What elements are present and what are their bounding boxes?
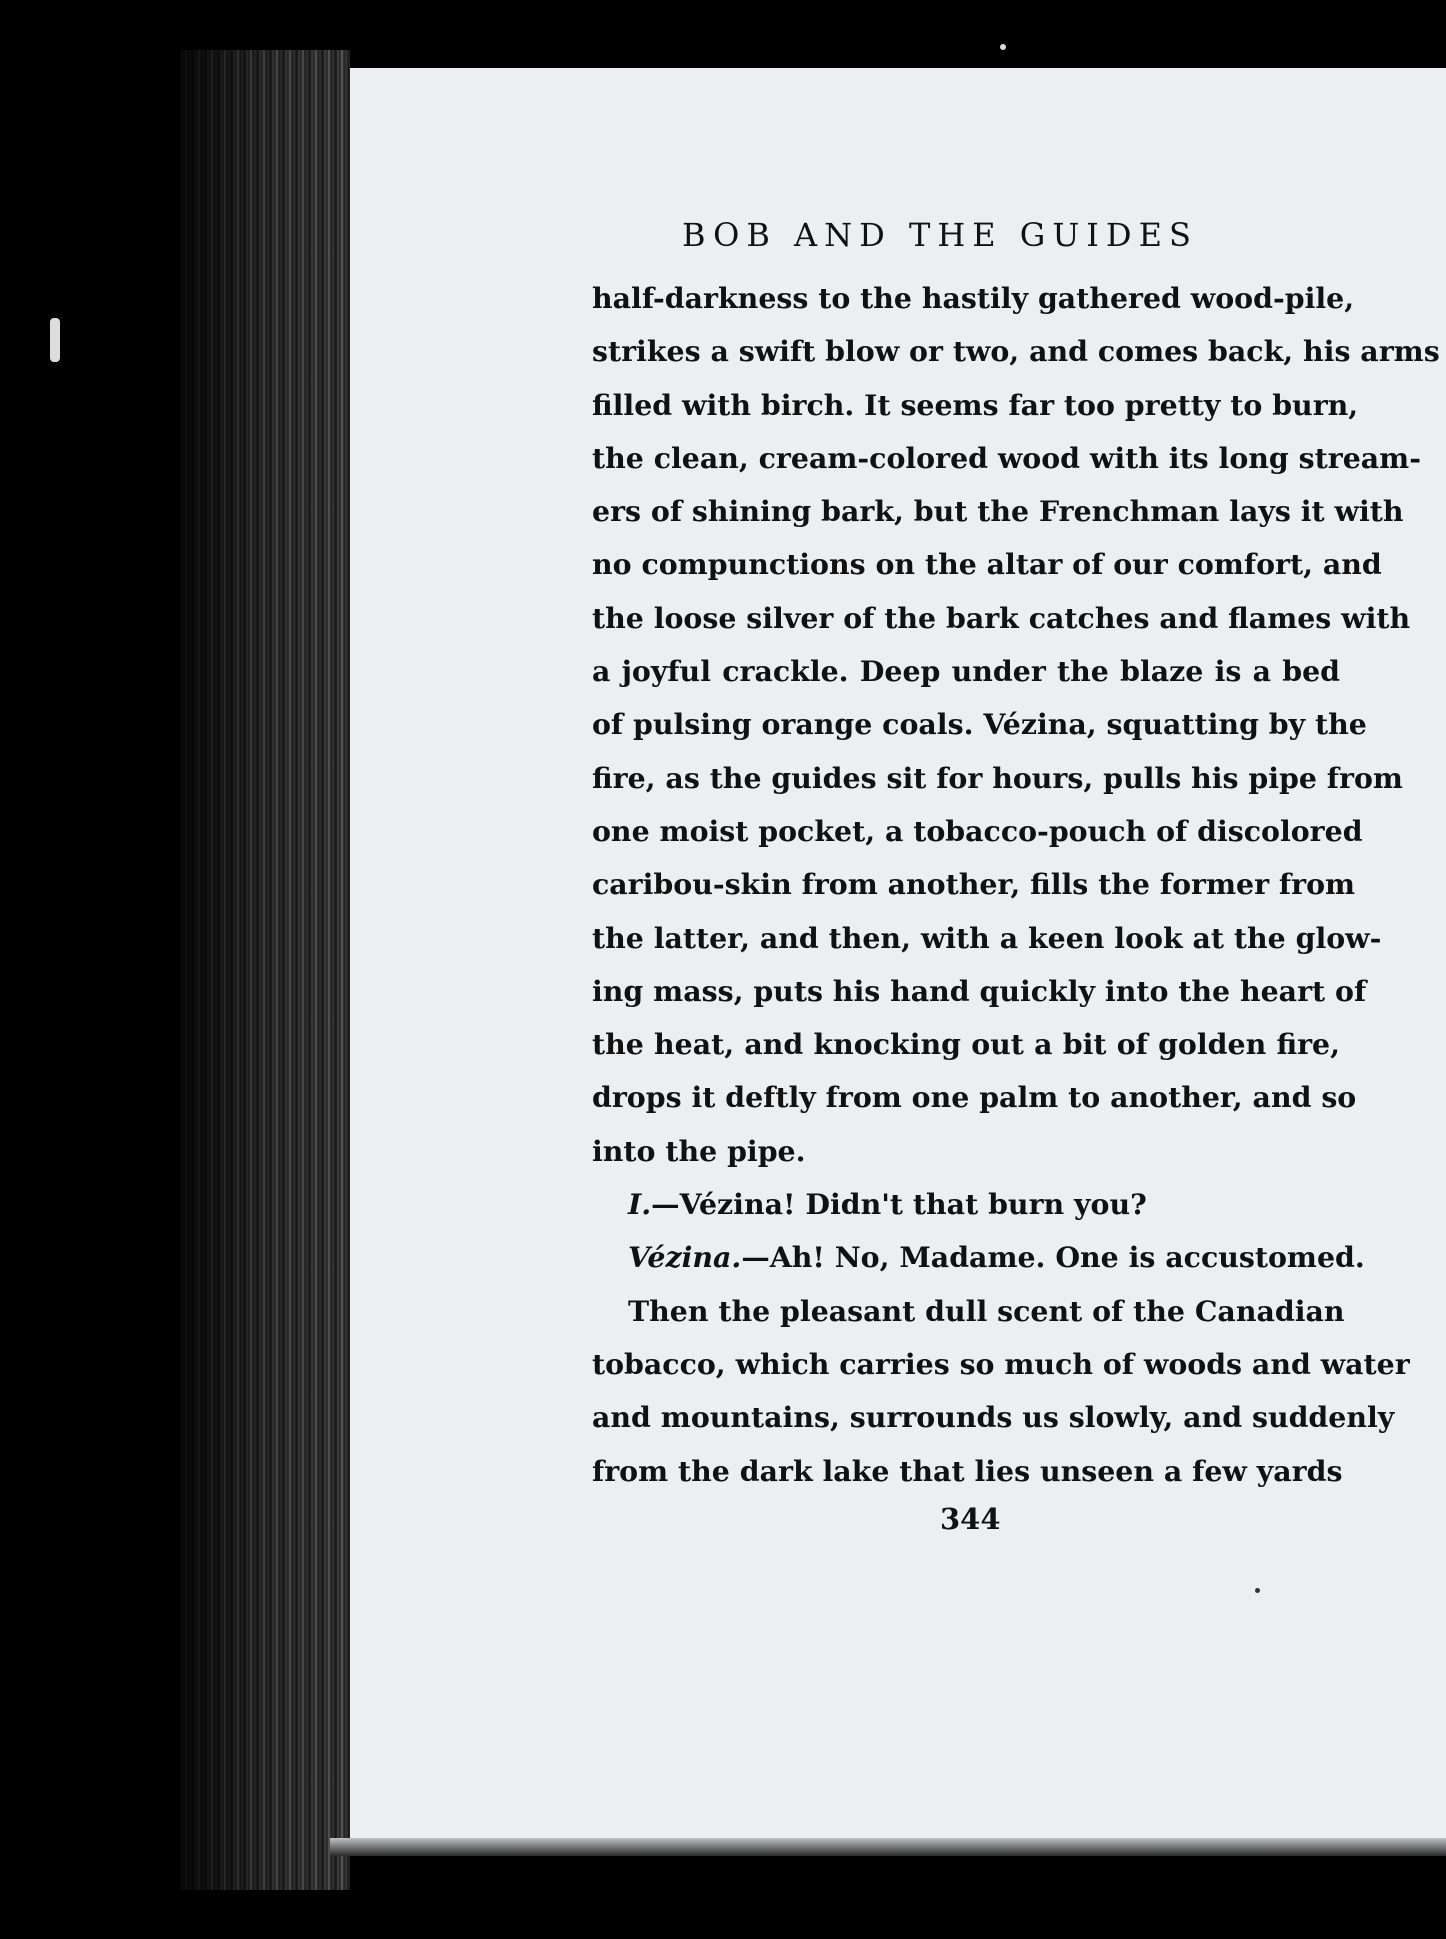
text-line: from the dark lake that lies unseen a few yards	[592, 1453, 1343, 1488]
page-number: 344	[940, 1502, 1001, 1536]
text-line: strikes a swift blow or two, and comes back, his arms	[592, 334, 1440, 369]
dialogue-line	[592, 1231, 1365, 1284]
text-line: caribou-skin from another, fills the former from	[592, 867, 1356, 902]
text-line: the latter, and then, with a keen look at the glow-	[592, 920, 1382, 955]
text-line: and mountains, surrounds us slowly, and suddenly	[592, 1400, 1395, 1435]
text-line: the loose silver of the bark catches and flames with	[592, 600, 1411, 635]
paragraph-end-line: into the pipe.	[592, 1133, 806, 1168]
page-bottom-edge	[330, 1838, 1446, 1856]
text-line: no compunctions on the altar of our comfort, and	[592, 547, 1382, 582]
text-line: fire, as the guides sit for hours, pulls his pipe from	[592, 760, 1403, 795]
text-line: the heat, and knocking out a bit of golden fire,	[592, 1027, 1340, 1062]
dialogue-speaker: I.	[628, 1187, 652, 1222]
text-line: of pulsing orange coals. Vézina, squatting by the	[592, 707, 1367, 742]
dialogue-speech: —Ah! No, Madame. One is accustomed.	[741, 1240, 1365, 1275]
text-line: one moist pocket, a tobacco-pouch of discolored	[592, 813, 1363, 848]
dialogue-line	[592, 1178, 1340, 1231]
text-line: tobacco, which carries so much of woods and water	[592, 1346, 1410, 1381]
text-line: ing mass, puts his hand quickly into the heart of	[592, 973, 1367, 1008]
text-line: drops it deftly from one palm to another, and so	[592, 1080, 1357, 1115]
page-edges-stack	[180, 50, 350, 1890]
dialogue-speech: —Vézina! Didn't that burn you?	[651, 1187, 1147, 1222]
scan-speck	[1000, 44, 1006, 50]
dialogue-speaker: Vézina.	[628, 1240, 742, 1275]
text-line: a joyful crackle. Deep under the blaze is a bed	[592, 654, 1340, 689]
text-line: Then the pleasant dull scent of the Canadian	[628, 1293, 1345, 1328]
running-head: BOB AND THE GUIDES	[682, 216, 1198, 254]
scan-speck	[50, 318, 60, 362]
text-line: half-darkness to the hastily gathered wood-pile,	[592, 281, 1355, 315]
text-line: filled with birch. It seems far too pretty to burn,	[592, 387, 1359, 422]
body-text	[592, 272, 1440, 1498]
text-line: ers of shining bark, but the Frenchman lays it with	[592, 494, 1404, 529]
text-line: the clean, cream-colored wood with its long stream-	[592, 440, 1421, 475]
scan-speck	[1255, 1588, 1260, 1593]
